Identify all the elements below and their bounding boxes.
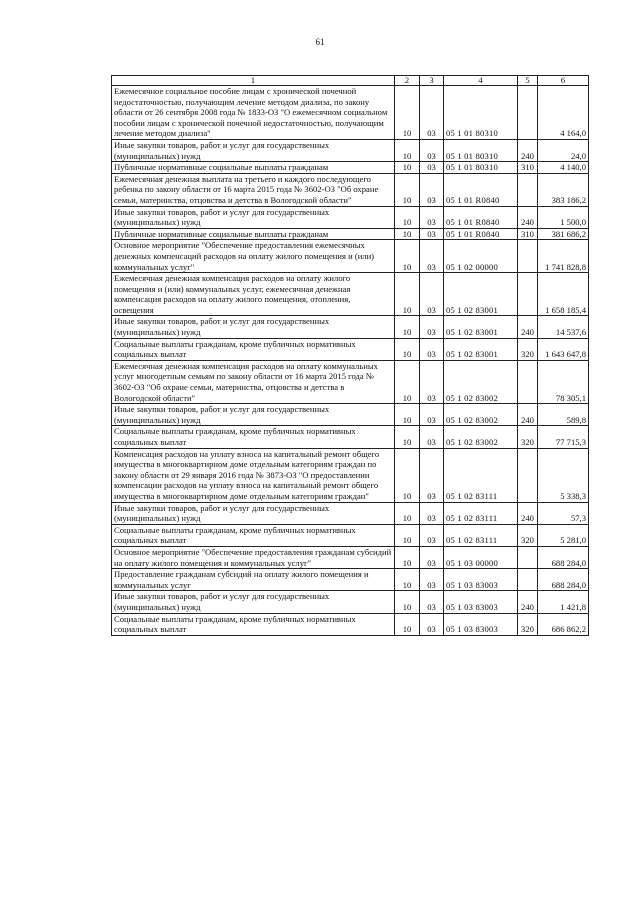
row-expense-type-code: 320 <box>518 613 538 635</box>
table-row <box>112 613 589 635</box>
row-expense-type-code: 320 <box>518 426 538 448</box>
row-section-code: 10 <box>395 591 420 613</box>
table-row <box>112 316 589 338</box>
table-row <box>112 502 589 524</box>
table-row <box>112 139 589 161</box>
row-amount: 1 741 828,8 <box>538 240 589 273</box>
row-description: Публичные нормативные социальные выплаты гражданам <box>112 162 395 174</box>
row-subsection-code: 03 <box>420 546 444 568</box>
column-header-6: 6 <box>538 76 589 86</box>
row-target-article-code: 05 1 01 80310 <box>444 162 518 174</box>
row-description: Основное мероприятие "Обеспечение предоставления ежемесячных денежных компенсаций расходов на оплату жилого помещения и (или) коммунальных услуг" <box>112 240 395 273</box>
row-expense-type-code <box>518 546 538 568</box>
row-section-code: 10 <box>395 546 420 568</box>
row-subsection-code: 03 <box>420 404 444 426</box>
row-description: Публичные нормативные социальные выплаты гражданам <box>112 228 395 240</box>
row-subsection-code: 03 <box>420 569 444 591</box>
row-expense-type-code: 310 <box>518 162 538 174</box>
row-description: Иные закупки товаров, работ и услуг для государственных (муниципальных) нужд <box>112 404 395 426</box>
row-subsection-code: 03 <box>420 173 444 206</box>
row-subsection-code: 03 <box>420 448 444 502</box>
row-amount: 14 537,6 <box>538 316 589 338</box>
row-description: Ежемесячная денежная выплата на третьего и каждого последующего ребенка по закону области от 16 марта 2015 года № 3602-ОЗ "Об охране семьи, материнства, отцовства и детства в Вологодской области" <box>112 173 395 206</box>
row-section-code: 10 <box>395 273 420 316</box>
budget-table <box>111 75 589 636</box>
row-target-article-code: 05 1 02 83111 <box>444 502 518 524</box>
row-amount: 688 284,0 <box>538 546 589 568</box>
row-target-article-code: 05 1 02 83002 <box>444 426 518 448</box>
row-subsection-code: 03 <box>420 240 444 273</box>
row-description: Иные закупки товаров, работ и услуг для государственных (муниципальных) нужд <box>112 139 395 161</box>
row-subsection-code: 03 <box>420 426 444 448</box>
row-amount: 1 421,8 <box>538 591 589 613</box>
row-amount: 24,0 <box>538 139 589 161</box>
column-header-5: 5 <box>518 76 538 86</box>
row-subsection-code: 03 <box>420 338 444 360</box>
row-section-code: 10 <box>395 404 420 426</box>
row-expense-type-code <box>518 273 538 316</box>
table-row <box>112 448 589 502</box>
table-row <box>112 273 589 316</box>
table-row <box>112 240 589 273</box>
row-section-code: 10 <box>395 360 420 403</box>
row-expense-type-code: 240 <box>518 502 538 524</box>
table-row <box>112 546 589 568</box>
row-section-code: 10 <box>395 448 420 502</box>
row-expense-type-code <box>518 569 538 591</box>
row-section-code: 10 <box>395 524 420 546</box>
row-amount: 381 686,2 <box>538 228 589 240</box>
row-amount: 5 338,3 <box>538 448 589 502</box>
row-description: Социальные выплаты гражданам, кроме публичных нормативных социальных выплат <box>112 524 395 546</box>
row-description: Предоставление гражданам субсидий на оплату жилого помещения и коммунальных услуг <box>112 569 395 591</box>
row-target-article-code: 05 1 01 R0840 <box>444 228 518 240</box>
row-amount: 1 643 647,8 <box>538 338 589 360</box>
table-row <box>112 360 589 403</box>
row-expense-type-code: 240 <box>518 591 538 613</box>
row-description: Иные закупки товаров, работ и услуг для государственных (муниципальных) нужд <box>112 502 395 524</box>
column-header-2: 2 <box>395 76 420 86</box>
row-subsection-code: 03 <box>420 228 444 240</box>
row-expense-type-code: 240 <box>518 206 538 228</box>
row-target-article-code: 05 1 03 00000 <box>444 546 518 568</box>
row-amount: 688 284,0 <box>538 569 589 591</box>
table-row <box>112 162 589 174</box>
row-expense-type-code <box>518 173 538 206</box>
column-header-1: 1 <box>112 76 395 86</box>
row-target-article-code: 05 1 02 83001 <box>444 338 518 360</box>
row-subsection-code: 03 <box>420 613 444 635</box>
row-target-article-code: 05 1 02 83111 <box>444 448 518 502</box>
table-row <box>112 228 589 240</box>
row-amount: 5 281,0 <box>538 524 589 546</box>
row-section-code: 10 <box>395 86 420 140</box>
row-section-code: 10 <box>395 206 420 228</box>
row-expense-type-code <box>518 360 538 403</box>
row-description: Основное мероприятие "Обеспечение предоставления гражданам субсидий на оплату жилого помещения и коммунальных услуг" <box>112 546 395 568</box>
row-expense-type-code <box>518 86 538 140</box>
row-section-code: 10 <box>395 228 420 240</box>
page-number: 61 <box>315 37 325 47</box>
column-number-row <box>112 76 589 86</box>
row-section-code: 10 <box>395 426 420 448</box>
row-section-code: 10 <box>395 162 420 174</box>
row-section-code: 10 <box>395 502 420 524</box>
row-target-article-code: 05 1 02 83002 <box>444 360 518 403</box>
row-subsection-code: 03 <box>420 206 444 228</box>
row-subsection-code: 03 <box>420 139 444 161</box>
table-row <box>112 426 589 448</box>
row-subsection-code: 03 <box>420 591 444 613</box>
table-row <box>112 524 589 546</box>
row-amount: 589,8 <box>538 404 589 426</box>
row-target-article-code: 05 1 01 80310 <box>444 139 518 161</box>
budget-table-body <box>112 76 589 636</box>
row-subsection-code: 03 <box>420 360 444 403</box>
row-description: Социальные выплаты гражданам, кроме публичных нормативных социальных выплат <box>112 426 395 448</box>
table-row <box>112 206 589 228</box>
table-row <box>112 591 589 613</box>
row-expense-type-code <box>518 240 538 273</box>
row-target-article-code: 05 1 02 83002 <box>444 404 518 426</box>
row-amount: 4 164,0 <box>538 86 589 140</box>
row-target-article-code: 05 1 02 83001 <box>444 273 518 316</box>
row-expense-type-code <box>518 448 538 502</box>
row-expense-type-code: 310 <box>518 228 538 240</box>
row-section-code: 10 <box>395 240 420 273</box>
row-section-code: 10 <box>395 338 420 360</box>
row-amount: 1 658 185,4 <box>538 273 589 316</box>
row-amount: 383 186,2 <box>538 173 589 206</box>
row-subsection-code: 03 <box>420 316 444 338</box>
row-description: Иные закупки товаров, работ и услуг для государственных (муниципальных) нужд <box>112 206 395 228</box>
row-target-article-code: 05 1 01 80310 <box>444 86 518 140</box>
column-header-4: 4 <box>444 76 518 86</box>
row-amount: 4 140,0 <box>538 162 589 174</box>
row-amount: 78 305,1 <box>538 360 589 403</box>
row-target-article-code: 05 1 03 83003 <box>444 569 518 591</box>
row-amount: 1 500,0 <box>538 206 589 228</box>
row-amount: 77 715,3 <box>538 426 589 448</box>
row-target-article-code: 05 1 02 00000 <box>444 240 518 273</box>
table-row <box>112 86 589 140</box>
row-expense-type-code: 320 <box>518 338 538 360</box>
row-description: Социальные выплаты гражданам, кроме публичных нормативных социальных выплат <box>112 338 395 360</box>
row-target-article-code: 05 1 02 83111 <box>444 524 518 546</box>
row-description: Ежемесячное социальное пособие лицам с хронической почечной недостаточностью, получающим лечение методом диализа, по закону области от 26 сентября 2008 года № 1833-ОЗ "О ежемесячном социальном пособии лицам с хронической почечной недостаточностью, получающим лечение методом диализа" <box>112 86 395 140</box>
row-expense-type-code: 240 <box>518 404 538 426</box>
row-section-code: 10 <box>395 316 420 338</box>
row-target-article-code: 05 1 03 83003 <box>444 613 518 635</box>
row-expense-type-code: 240 <box>518 139 538 161</box>
row-expense-type-code: 320 <box>518 524 538 546</box>
row-target-article-code: 05 1 01 R0840 <box>444 206 518 228</box>
row-description: Социальные выплаты гражданам, кроме публичных нормативных социальных выплат <box>112 613 395 635</box>
row-subsection-code: 03 <box>420 273 444 316</box>
row-amount: 57,3 <box>538 502 589 524</box>
row-description: Компенсация расходов на уплату взноса на капитальный ремонт общего имущества в многоквартирном доме отдельным категориям граждан по закону области от 29 января 2016 года № 3873-ОЗ "О предоставлении компенсации расходов на уплату взноса на капитальный ремонт общего имущества в многоквартирном доме отдельным категориям граждан" <box>112 448 395 502</box>
table-row <box>112 569 589 591</box>
row-description: Иные закупки товаров, работ и услуг для государственных (муниципальных) нужд <box>112 591 395 613</box>
row-amount: 686 862,2 <box>538 613 589 635</box>
row-target-article-code: 05 1 01 R0840 <box>444 173 518 206</box>
row-subsection-code: 03 <box>420 86 444 140</box>
row-description: Иные закупки товаров, работ и услуг для государственных (муниципальных) нужд <box>112 316 395 338</box>
row-section-code: 10 <box>395 173 420 206</box>
row-description: Ежемесячная денежная компенсация расходов на оплату жилого помещения и (или) коммунальных услуг, ежемесячная денежная компенсация расходов на оплату жилого помещения, отопления, освещения <box>112 273 395 316</box>
table-row <box>112 404 589 426</box>
row-description: Ежемесячная денежная компенсация расходов на оплату коммунальных услуг многодетным семьям по закону области от 16 марта 2015 года № 3602-ОЗ "Об охране семьи, материнства, отцовства и детства в Вологодской области" <box>112 360 395 403</box>
row-target-article-code: 05 1 03 83003 <box>444 591 518 613</box>
row-subsection-code: 03 <box>420 502 444 524</box>
row-section-code: 10 <box>395 613 420 635</box>
row-subsection-code: 03 <box>420 162 444 174</box>
row-target-article-code: 05 1 02 83001 <box>444 316 518 338</box>
row-section-code: 10 <box>395 569 420 591</box>
row-expense-type-code: 240 <box>518 316 538 338</box>
table-row <box>112 338 589 360</box>
table-row <box>112 173 589 206</box>
column-header-3: 3 <box>420 76 444 86</box>
row-subsection-code: 03 <box>420 524 444 546</box>
row-section-code: 10 <box>395 139 420 161</box>
